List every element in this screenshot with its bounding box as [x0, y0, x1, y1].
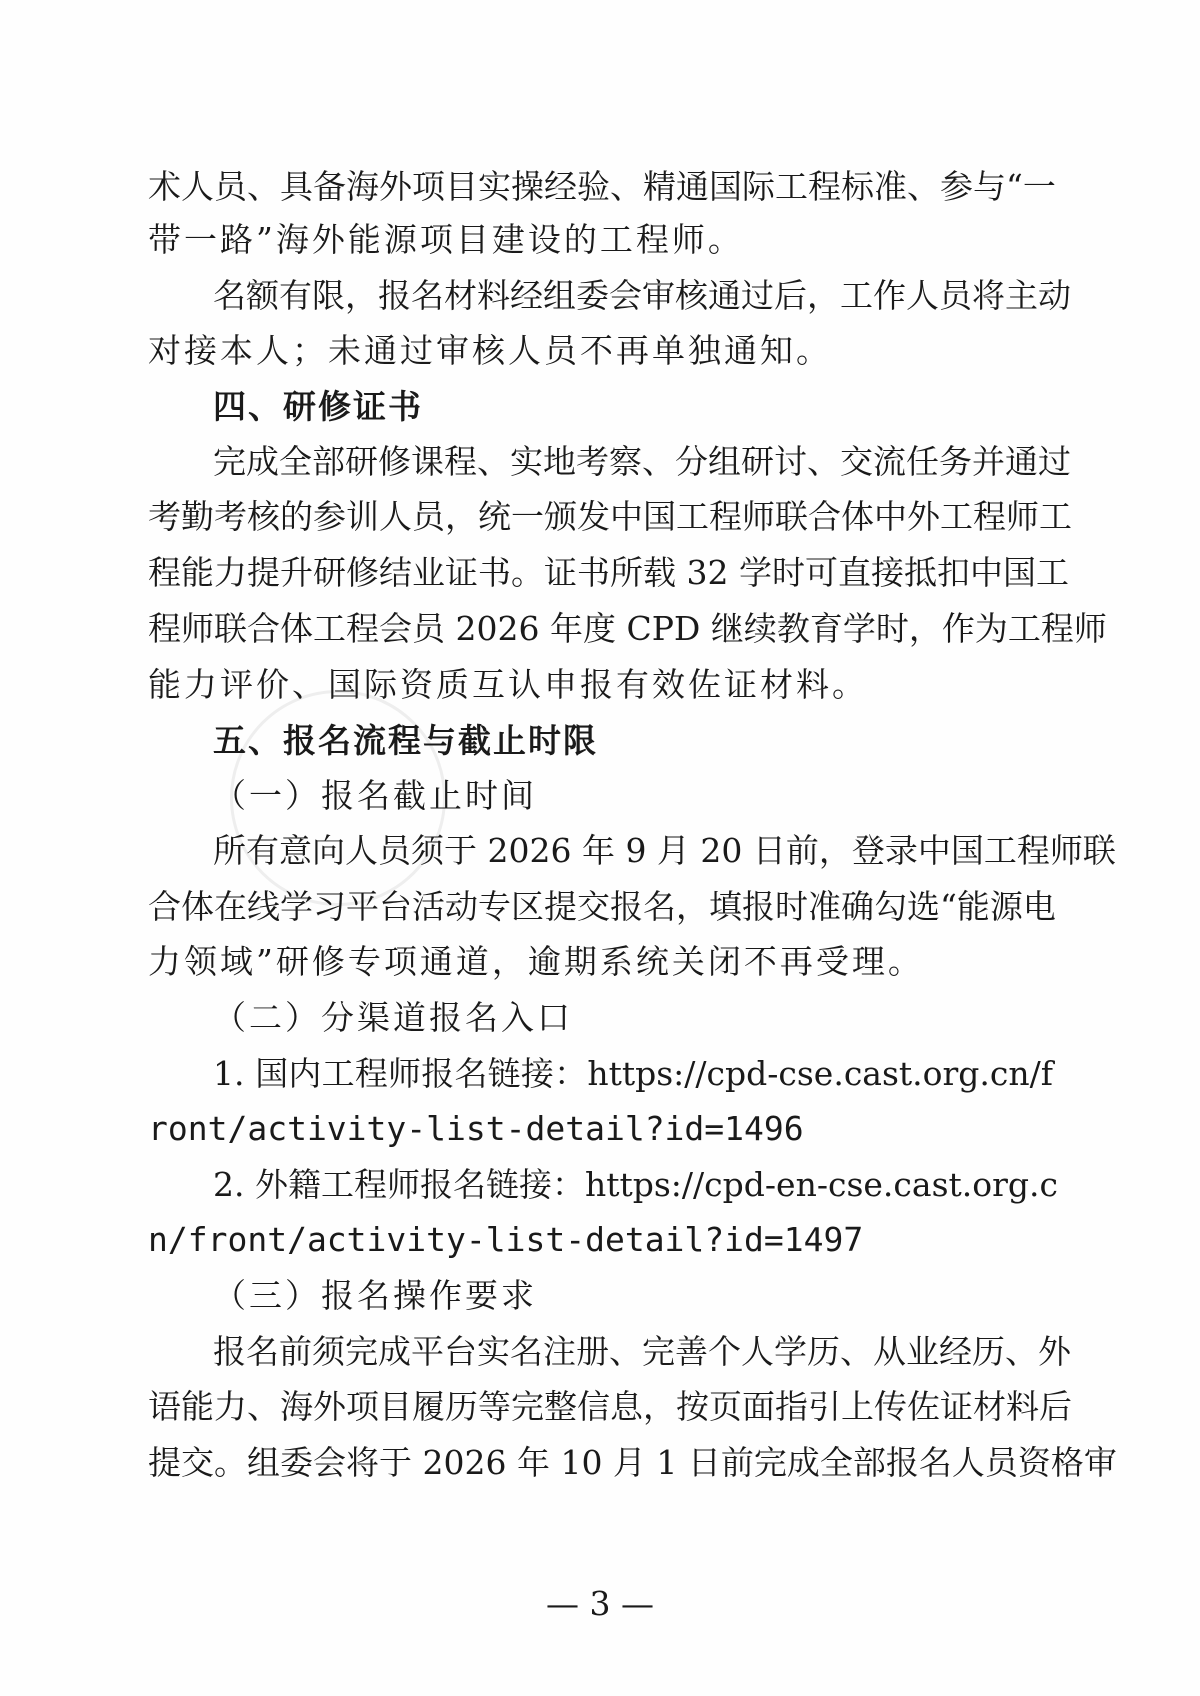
domestic-registration-link-cont[interactable]: ront/activity-list-detail?id=1496: [148, 1109, 804, 1148]
paragraph-line: 对接本人；未通过审核人员不再单独通知。: [148, 331, 832, 370]
paragraph-line: 名额有限，报名材料经组委会审核通过后，工作人员将主动: [213, 276, 1071, 315]
paragraph-line: 程师联合体工程会员 2026 年度 CPD 继续教育学时，作为工程师: [148, 609, 1107, 648]
paragraph-line: 带一路”海外能源项目建设的工程师。: [148, 220, 744, 259]
paragraph-line: 考勤考核的参训人员，统一颁发中国工程师联合体中外工程师工: [148, 497, 1072, 536]
subsection-heading: （三）报名操作要求: [213, 1276, 537, 1315]
paragraph-line: 完成全部研修课程、实地考察、分组研讨、交流任务并通过: [213, 442, 1071, 481]
paragraph-line: 程能力提升研修结业证书。证书所载 32 学时可直接抵扣中国工: [148, 553, 1069, 592]
section-heading-registration: 五、报名流程与截止时限: [213, 721, 598, 760]
paragraph-line: 力领域”研修专项通道，逾期系统关闭不再受理。: [148, 942, 924, 981]
paragraph-line: 术人员、具备海外项目实操经验、精通国际工程标准、参与“一: [148, 167, 1056, 206]
paragraph-line: 合体在线学习平台活动专区提交报名，填报时准确勾选“能源电: [148, 887, 1056, 926]
paragraph-line: 能力评价、国际资质互认申报有效佐证材料。: [148, 665, 868, 704]
paragraph-line: 所有意向人员须于 2026 年 9 月 20 日前，登录中国工程师联: [213, 831, 1116, 870]
section-heading-certificate: 四、研修证书: [213, 387, 423, 426]
page-number: — 3 —: [546, 1584, 654, 1623]
paragraph-line: 报名前须完成平台实名注册、完善个人学历、从业经历、外: [213, 1332, 1071, 1371]
subsection-heading: （一）报名截止时间: [213, 776, 537, 815]
domestic-registration-link[interactable]: 1. 国内工程师报名链接：https://cpd-cse.cast.org.cn/f: [213, 1054, 1053, 1093]
paragraph-line: 语能力、海外项目履历等完整信息，按页面指引上传佐证材料后: [148, 1387, 1072, 1426]
foreign-registration-link-cont[interactable]: n/front/activity-list-detail?id=1497: [148, 1220, 864, 1259]
paragraph-line: 提交。组委会将于 2026 年 10 月 1 日前完成全部报名人员资格审: [148, 1443, 1117, 1482]
foreign-registration-link[interactable]: 2. 外籍工程师报名链接：https://cpd-en-cse.cast.org.c: [213, 1165, 1058, 1204]
subsection-heading: （二）分渠道报名入口: [213, 998, 573, 1037]
